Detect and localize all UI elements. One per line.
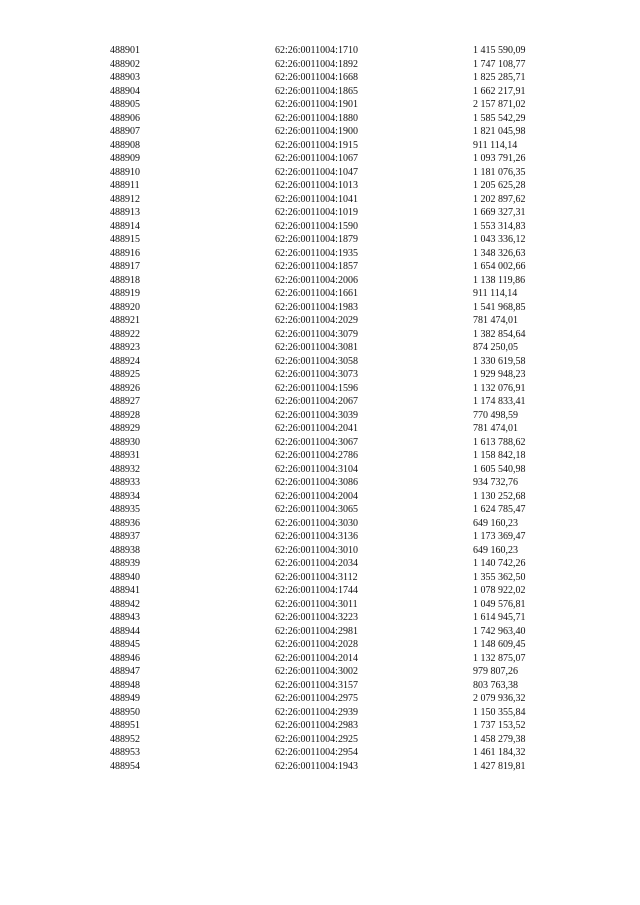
- cadastral-value: 1 138 119,86: [473, 274, 526, 286]
- cadastral-number: 62:26:0011004:3067: [275, 436, 358, 448]
- table-row: [0, 314, 640, 328]
- cadastral-value: 1 821 045,98: [473, 126, 526, 137]
- row-number: 488953: [110, 747, 140, 758]
- row-number: 488923: [110, 342, 140, 353]
- cadastral-number: 62:26:0011004:1892: [275, 58, 358, 70]
- cadastral-value: 1 458 279,38: [473, 733, 526, 745]
- row-number: 488933: [110, 477, 140, 488]
- cadastral-value: 1 825 285,71: [473, 72, 526, 83]
- cadastral-number: 62:26:0011004:3104: [275, 463, 358, 475]
- table-row: [0, 544, 640, 558]
- table-row: [0, 436, 640, 450]
- row-number: 488947: [110, 666, 140, 677]
- cadastral-value: 934 732,76: [473, 477, 518, 488]
- cadastral-value: 1 669 327,31: [473, 207, 526, 218]
- cadastral-number: 62:26:0011004:2028: [275, 639, 358, 650]
- cadastral-value: 1 093 791,26: [473, 153, 526, 164]
- table-row: [0, 44, 640, 58]
- table-row: [0, 517, 640, 531]
- cadastral-number: 62:26:0011004:1983: [275, 301, 358, 313]
- table-row: [0, 382, 640, 396]
- cadastral-value: 1 043 336,12: [473, 234, 526, 245]
- row-number: 488935: [110, 504, 140, 515]
- cadastral-number: 62:26:0011004:1661: [275, 288, 358, 299]
- row-number: 488930: [110, 436, 140, 448]
- cadastral-number: 62:26:0011004:1915: [275, 139, 358, 151]
- table-row: [0, 625, 640, 639]
- cadastral-value: 1 158 842,18: [473, 450, 526, 461]
- table-row: [0, 409, 640, 423]
- table-row: [0, 692, 640, 706]
- table-row: [0, 98, 640, 112]
- cadastral-value: 2 079 936,32: [473, 693, 526, 704]
- row-number: 488954: [110, 760, 140, 772]
- table-row: [0, 341, 640, 355]
- cadastral-number: 62:26:0011004:3157: [275, 679, 358, 691]
- cadastral-number: 62:26:0011004:1900: [275, 126, 358, 137]
- row-number: 488941: [110, 585, 140, 596]
- table-row: [0, 328, 640, 342]
- table-row: [0, 665, 640, 679]
- row-number: 488950: [110, 706, 140, 718]
- table-row: [0, 368, 640, 382]
- row-number: 488904: [110, 85, 140, 97]
- table-row: [0, 706, 640, 720]
- row-number: 488936: [110, 517, 140, 529]
- table-row: [0, 652, 640, 666]
- row-number: 488937: [110, 531, 140, 542]
- row-number: 488926: [110, 382, 140, 394]
- cadastral-number: 62:26:0011004:2954: [275, 747, 358, 758]
- cadastral-number: 62:26:0011004:3136: [275, 531, 358, 542]
- cadastral-number: 62:26:0011004:1901: [275, 99, 358, 110]
- cadastral-number: 62:26:0011004:2029: [275, 315, 358, 326]
- cadastral-value: 911 114,14: [473, 288, 518, 299]
- table-row: [0, 125, 640, 139]
- cadastral-number: 62:26:0011004:3065: [275, 504, 358, 515]
- cadastral-value: 1 747 108,77: [473, 58, 526, 70]
- row-number: 488909: [110, 153, 140, 164]
- row-number: 488946: [110, 652, 140, 664]
- row-number: 488927: [110, 396, 140, 407]
- cadastral-number: 62:26:0011004:1880: [275, 112, 358, 124]
- cadastral-number: 62:26:0011004:3011: [275, 598, 358, 610]
- cadastral-value: 1 382 854,64: [473, 328, 526, 340]
- table-row: [0, 247, 640, 261]
- row-number: 488931: [110, 450, 140, 461]
- table-row: [0, 449, 640, 463]
- cadastral-value: 1 330 619,58: [473, 355, 526, 367]
- cadastral-value: 1 662 217,91: [473, 85, 526, 97]
- cadastral-value: 770 498,59: [473, 409, 518, 421]
- row-number: 488932: [110, 463, 140, 475]
- cadastral-number: 62:26:0011004:2925: [275, 733, 358, 745]
- row-number: 488919: [110, 288, 140, 299]
- cadastral-number: 62:26:0011004:1935: [275, 247, 358, 259]
- cadastral-value: 1 202 897,62: [473, 193, 526, 205]
- cadastral-number: 62:26:0011004:3039: [275, 409, 358, 421]
- table-row: [0, 220, 640, 234]
- table-row: [0, 679, 640, 693]
- row-number: 488934: [110, 490, 140, 502]
- cadastral-value: 1 355 362,50: [473, 571, 526, 583]
- cadastral-value: 1 148 609,45: [473, 639, 526, 650]
- table-row: [0, 760, 640, 774]
- cadastral-value: 1 654 002,66: [473, 261, 526, 272]
- table-row: [0, 746, 640, 760]
- cadastral-number: 62:26:0011004:2981: [275, 625, 358, 637]
- table-row: [0, 571, 640, 585]
- row-number: 488906: [110, 112, 140, 124]
- cadastral-value: 979 807,26: [473, 666, 518, 677]
- cadastral-value: 1 585 542,29: [473, 112, 526, 124]
- row-number: 488907: [110, 126, 140, 137]
- row-number: 488942: [110, 598, 140, 610]
- cadastral-value: 1 078 922,02: [473, 585, 526, 596]
- cadastral-number: 62:26:0011004:3079: [275, 328, 358, 340]
- cadastral-number: 62:26:0011004:1865: [275, 85, 358, 97]
- table-row: [0, 166, 640, 180]
- cadastral-value: 1 461 184,32: [473, 747, 526, 758]
- row-number: 488908: [110, 139, 140, 151]
- cadastral-number: 62:26:0011004:2975: [275, 693, 358, 704]
- cadastral-value: 803 763,38: [473, 679, 518, 691]
- row-number: 488925: [110, 369, 140, 380]
- cadastral-value: 1 173 369,47: [473, 531, 526, 542]
- row-number: 488951: [110, 720, 140, 731]
- cadastral-number: 62:26:0011004:2004: [275, 490, 358, 502]
- row-number: 488911: [110, 180, 140, 191]
- cadastral-number: 62:26:0011004:2014: [275, 652, 358, 664]
- table-row: [0, 206, 640, 220]
- row-number: 488949: [110, 693, 140, 704]
- table-row: [0, 179, 640, 193]
- cadastral-value: 1 130 252,68: [473, 490, 526, 502]
- row-number: 488922: [110, 328, 140, 340]
- table-row: [0, 58, 640, 72]
- cadastral-number: 62:26:0011004:2034: [275, 558, 358, 569]
- row-number: 488920: [110, 301, 140, 313]
- table-row: [0, 476, 640, 490]
- cadastral-number: 62:26:0011004:3112: [275, 571, 358, 583]
- cadastral-value: 1 181 076,35: [473, 166, 526, 178]
- table-row: [0, 71, 640, 85]
- cadastral-value: 1 049 576,81: [473, 598, 526, 610]
- row-number: 488939: [110, 558, 140, 569]
- cadastral-number: 62:26:0011004:1013: [275, 180, 358, 191]
- cadastral-number: 62:26:0011004:3058: [275, 355, 358, 367]
- row-number: 488921: [110, 315, 140, 326]
- row-number: 488918: [110, 274, 140, 286]
- row-number: 488944: [110, 625, 140, 637]
- table-row: [0, 719, 640, 733]
- cadastral-number: 62:26:0011004:3086: [275, 477, 358, 488]
- table-row: [0, 598, 640, 612]
- cadastral-number: 62:26:0011004:3081: [275, 342, 358, 353]
- row-number: 488910: [110, 166, 140, 178]
- table-row: [0, 490, 640, 504]
- cadastral-value: 1 613 788,62: [473, 436, 526, 448]
- cadastral-number: 62:26:0011004:3002: [275, 666, 358, 677]
- cadastral-value: 1 174 833,41: [473, 396, 526, 407]
- cadastral-value: 1 205 625,28: [473, 180, 526, 191]
- row-number: 488914: [110, 220, 140, 232]
- cadastral-value: 1 140 742,26: [473, 558, 526, 569]
- table-row: [0, 422, 640, 436]
- cadastral-value: 911 114,14: [473, 139, 518, 151]
- row-number: 488905: [110, 99, 140, 110]
- table-row: [0, 152, 640, 166]
- table-row: [0, 733, 640, 747]
- row-number: 488940: [110, 571, 140, 583]
- row-number: 488948: [110, 679, 140, 691]
- table-row: [0, 611, 640, 625]
- table-row: [0, 395, 640, 409]
- cadastral-number: 62:26:0011004:1710: [275, 45, 358, 56]
- table-row: [0, 557, 640, 571]
- cadastral-value: 1 553 314,83: [473, 220, 526, 232]
- row-number: 488913: [110, 207, 140, 218]
- cadastral-number: 62:26:0011004:3010: [275, 544, 358, 556]
- table-row: [0, 530, 640, 544]
- cadastral-value: 649 160,23: [473, 517, 518, 529]
- cadastral-number: 62:26:0011004:2939: [275, 706, 358, 718]
- data-table: [0, 44, 640, 773]
- cadastral-number: 62:26:0011004:1744: [275, 585, 358, 596]
- cadastral-number: 62:26:0011004:1041: [275, 193, 358, 205]
- cadastral-value: 649 160,23: [473, 544, 518, 556]
- table-row: [0, 355, 640, 369]
- cadastral-value: 1 348 326,63: [473, 247, 526, 259]
- cadastral-number: 62:26:0011004:1668: [275, 72, 358, 83]
- table-row: [0, 301, 640, 315]
- cadastral-value: 781 474,01: [473, 423, 518, 434]
- row-number: 488916: [110, 247, 140, 259]
- row-number: 488945: [110, 639, 140, 650]
- cadastral-value: 1 929 948,23: [473, 369, 526, 380]
- row-number: 488929: [110, 423, 140, 434]
- row-number: 488943: [110, 612, 140, 623]
- row-number: 488915: [110, 234, 140, 245]
- table-row: [0, 193, 640, 207]
- cadastral-value: 781 474,01: [473, 315, 518, 326]
- cadastral-number: 62:26:0011004:1596: [275, 382, 358, 394]
- table-row: [0, 503, 640, 517]
- cadastral-number: 62:26:0011004:1943: [275, 760, 358, 772]
- table-row: [0, 139, 640, 153]
- cadastral-number: 62:26:0011004:2983: [275, 720, 358, 731]
- cadastral-number: 62:26:0011004:1047: [275, 166, 358, 178]
- row-number: 488901: [110, 45, 140, 56]
- cadastral-value: 1 624 785,47: [473, 504, 526, 515]
- table-row: [0, 287, 640, 301]
- table-row: [0, 112, 640, 126]
- cadastral-value: 1 742 963,40: [473, 625, 526, 637]
- cadastral-number: 62:26:0011004:3030: [275, 517, 358, 529]
- cadastral-value: 874 250,05: [473, 342, 518, 353]
- row-number: 488917: [110, 261, 140, 272]
- cadastral-number: 62:26:0011004:2041: [275, 423, 358, 434]
- row-number: 488924: [110, 355, 140, 367]
- cadastral-value: 1 541 968,85: [473, 301, 526, 313]
- cadastral-number: 62:26:0011004:2067: [275, 396, 358, 407]
- row-number: 488928: [110, 409, 140, 421]
- row-number: 488938: [110, 544, 140, 556]
- cadastral-value: 1 737 153,52: [473, 720, 526, 731]
- cadastral-value: 1 132 875,07: [473, 652, 526, 664]
- cadastral-number: 62:26:0011004:3073: [275, 369, 358, 380]
- cadastral-number: 62:26:0011004:3223: [275, 612, 358, 623]
- table-row: [0, 638, 640, 652]
- table-row: [0, 274, 640, 288]
- table-row: [0, 85, 640, 99]
- table-row: [0, 260, 640, 274]
- table-row: [0, 584, 640, 598]
- cadastral-value: 1 614 945,71: [473, 612, 526, 623]
- row-number: 488902: [110, 58, 140, 70]
- cadastral-number: 62:26:0011004:1857: [275, 261, 358, 272]
- cadastral-number: 62:26:0011004:1590: [275, 220, 358, 232]
- cadastral-value: 2 157 871,02: [473, 99, 526, 110]
- cadastral-value: 1 427 819,81: [473, 760, 526, 772]
- row-number: 488952: [110, 733, 140, 745]
- table-row: [0, 233, 640, 247]
- cadastral-value: 1 415 590,09: [473, 45, 526, 56]
- row-number: 488912: [110, 193, 140, 205]
- cadastral-number: 62:26:0011004:1879: [275, 234, 358, 245]
- cadastral-value: 1 605 540,98: [473, 463, 526, 475]
- cadastral-number: 62:26:0011004:2006: [275, 274, 358, 286]
- cadastral-number: 62:26:0011004:1067: [275, 153, 358, 164]
- cadastral-value: 1 150 355,84: [473, 706, 526, 718]
- cadastral-value: 1 132 076,91: [473, 382, 526, 394]
- row-number: 488903: [110, 72, 140, 83]
- cadastral-number: 62:26:0011004:2786: [275, 450, 358, 461]
- table-row: [0, 463, 640, 477]
- cadastral-number: 62:26:0011004:1019: [275, 207, 358, 218]
